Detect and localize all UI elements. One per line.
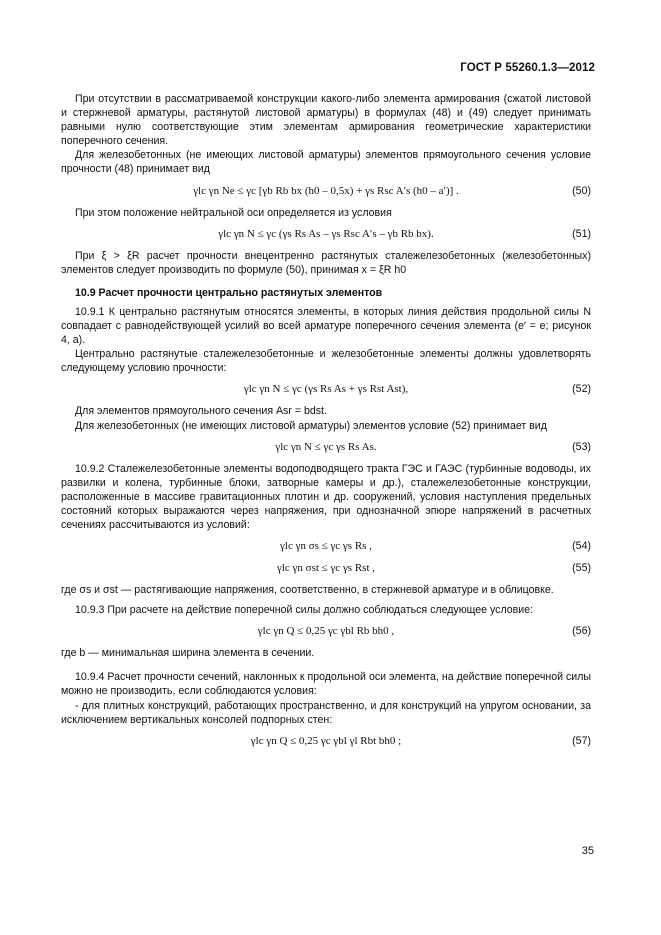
equation-formula: γlc γn Q ≤ 0,25 γc γbl Rb bh0 , <box>257 625 395 638</box>
page-body <box>61 92 591 756</box>
equation-formula: γlc γn N ≤ γc (γs Rs As – γs Rsc A′s – γb Rb bx). <box>218 227 434 240</box>
equation-number: (54) <box>572 540 591 553</box>
equation-54 <box>61 539 591 553</box>
equation-53 <box>61 440 591 454</box>
equation-51 <box>61 227 591 241</box>
equation-57 <box>61 734 591 748</box>
paragraph: Для железобетонных (не имеющих листовой арматуры) элементов условие (52) принимает вид <box>75 419 547 432</box>
paragraph: 10.9.2 Сталежелезобетонные элементы водоподводящего тракта ГЭС и ГАЭС (турбинные водоводы, их развилки и колена, турбинные блоки, затворные камеры и др.), сталежелезобетонные конструкции, расположенные в массиве гравитационных плотин и др. сооружений, условия наступления предельных состояний которых выражаются через напряжения, при однозначной эпюре напряжений в расчетных сечениях рассчитываются из условий: <box>61 462 591 531</box>
equation-number: (52) <box>572 383 591 396</box>
equation-number: (57) <box>572 734 591 747</box>
equation-formula: γlc γn Ne ≤ γc [γb Rb bx (h0 – 0,5x) + γs Rsc A′s (h0 – a′)] . <box>193 184 459 197</box>
equation-number: (50) <box>572 184 591 197</box>
equation-formula: γlc γn N ≤ γc γs Rs As. <box>275 440 377 453</box>
paragraph: 10.9.3 При расчете на действие поперечной силы должно соблюдаться следующее условие: <box>75 604 534 617</box>
paragraph: Для железобетонных (не имеющих листовой арматуры) элементов прямоугольного сечения условие прочности (48) принимает вид <box>61 149 591 176</box>
equation-50 <box>61 184 591 198</box>
standard-header: ГОСТ Р 55260.1.3—2012 <box>460 62 595 74</box>
equation-55 <box>61 561 591 575</box>
paragraph: где b — минимальная ширина элемента в сечении. <box>61 647 315 660</box>
equation-number: (53) <box>572 440 591 453</box>
equation-number: (56) <box>572 625 591 638</box>
equation-formula: γlc γn N ≤ γc (γs Rs As + γs Rst Ast), <box>243 383 409 396</box>
paragraph: 10.9.4 Расчет прочности сечений, наклонных к продольной оси элемента, на действие поперечной силы можно не производить, если соблюдаются условия: <box>61 671 591 698</box>
equation-56 <box>61 624 591 638</box>
paragraph: Центрально растянутые сталежелезобетонные и железобетонные элементы должны удовлетворять следующему условию прочности: <box>61 348 591 375</box>
equation-52 <box>61 382 591 396</box>
paragraph: 10.9.1 К центрально растянутым относятся элементы, в которых линия действия продольной силы N совпадает с равнодействующей усилий во всей арматуре поперечного сечения элемента (e′ = e; рисунок 4, а). <box>61 305 591 347</box>
paragraph: Для элементов прямоугольного сечения Asr = bdst. <box>75 405 327 418</box>
paragraph: При этом положение нейтральной оси определяется из условия <box>75 206 392 219</box>
equation-formula: γlc γn σs ≤ γc γs Rs , <box>280 540 372 553</box>
paragraph: При ξ > ξR расчет прочности внецентренно растянутых сталежелезобетонных (железобетонных) элементов следует производить по формуле (50), принимая x = ξR h0 <box>61 249 591 276</box>
equation-number: (55) <box>572 562 591 575</box>
section-heading: 10.9 Расчет прочности центрально растянутых элементов <box>75 286 383 299</box>
paragraph: где σs и σst — растягивающие напряжения, соответственно, в стержневой арматуре и в облицовке. <box>61 584 554 597</box>
equation-number: (51) <box>572 227 591 240</box>
equation-formula: γlc γn σst ≤ γc γs Rst , <box>276 562 376 575</box>
equation-formula: γlc γn Q ≤ 0,25 γc γbl γl Rbt bh0 ; <box>250 734 402 747</box>
paragraph: При отсутствии в рассматриваемой конструкции какого-либо элемента армирования (сжатой листовой и стержневой арматуры, растянутой листовой арматуры) в формулах (48) и (49) следует принимать равными нулю соответствующие этим элементам армирования геометрические характеристики поперечного сечения. <box>61 93 591 148</box>
paragraph: - для плитных конструкций, работающих пространственно, и для конструкций на упругом основании, за исключением вертикальных консолей подпорных стен: <box>61 699 591 726</box>
page-number: 35 <box>581 845 594 857</box>
